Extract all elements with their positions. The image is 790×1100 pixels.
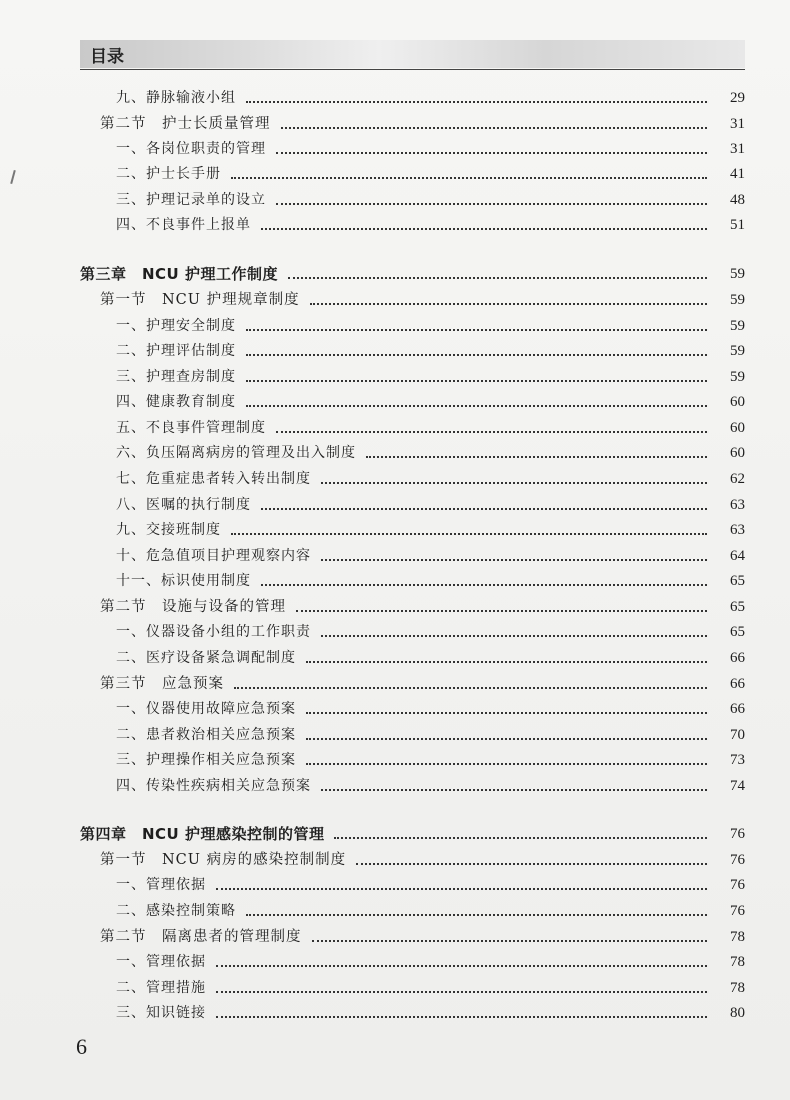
dot-leader xyxy=(334,836,707,839)
toc-entry-page: 78 xyxy=(730,980,745,996)
dot-leader xyxy=(288,276,707,279)
dot-leader xyxy=(276,151,707,154)
toc-entry-title: 九、静脉输液小组 xyxy=(116,90,236,106)
toc-entry-title: 一、护理安全制度 xyxy=(116,318,236,334)
toc-entry-page: 31 xyxy=(730,141,745,157)
toc-entry-title: 第二节 隔离患者的管理制度 xyxy=(100,929,302,945)
toc-entry-title: 八、医嘱的执行制度 xyxy=(116,497,251,513)
dot-leader xyxy=(261,227,707,230)
toc-entry-page: 59 xyxy=(730,369,745,385)
toc-entry-item xyxy=(116,950,745,972)
toc-entry-title: 一、管理依据 xyxy=(116,877,206,893)
toc-entry-item xyxy=(116,873,745,895)
toc-entry-item xyxy=(116,697,745,719)
toc-entry-title: 第二节 护士长质量管理 xyxy=(100,116,271,132)
toc-entry-page: 65 xyxy=(730,573,745,589)
toc-entry-title: 二、感染控制策略 xyxy=(116,903,236,919)
dot-leader xyxy=(321,481,707,484)
toc-entry-title: 第四章 NCU 护理感染控制的管理 xyxy=(80,825,325,843)
toc-entry-page: 65 xyxy=(730,599,745,615)
toc-entry-page: 65 xyxy=(730,624,745,640)
dot-leader xyxy=(366,455,707,458)
toc-entry-title: 三、知识链接 xyxy=(116,1005,206,1021)
dot-leader xyxy=(216,1015,707,1018)
toc-entry-item xyxy=(116,774,745,796)
toc-entry-page: 31 xyxy=(730,116,745,132)
toc-entry-title: 二、医疗设备紧急调配制度 xyxy=(116,650,296,666)
dot-leader xyxy=(312,939,708,942)
toc-entry-section xyxy=(100,288,745,310)
toc-entry-item xyxy=(116,544,745,566)
toc-entry-chapter xyxy=(80,262,745,284)
toc-entry-title: 九、交接班制度 xyxy=(116,522,221,538)
toc-entry-item xyxy=(116,213,745,235)
toc-entry-title: 二、护士长手册 xyxy=(116,166,221,182)
toc-entry-item xyxy=(116,899,745,921)
toc-entry-section xyxy=(100,848,745,870)
toc-entry-page: 62 xyxy=(730,471,745,487)
toc-entry-page: 59 xyxy=(730,292,745,308)
toc-entry-title: 第三节 应急预案 xyxy=(100,676,224,692)
toc-entry-item xyxy=(116,188,745,210)
dot-leader xyxy=(246,328,707,331)
toc-entry-page: 60 xyxy=(730,445,745,461)
toc-entry-page: 70 xyxy=(730,727,745,743)
toc-entry-page: 60 xyxy=(730,394,745,410)
toc-entry-title: 四、不良事件上报单 xyxy=(116,217,251,233)
dot-leader xyxy=(216,964,707,967)
toc-entry-page: 76 xyxy=(730,903,745,919)
toc-entry-item xyxy=(116,314,745,336)
toc-entry-page: 78 xyxy=(730,954,745,970)
dot-leader xyxy=(306,711,707,714)
toc-entry-item xyxy=(116,339,745,361)
toc-entry-item xyxy=(116,365,745,387)
toc-entry-section xyxy=(100,112,745,134)
toc-entry-page: 29 xyxy=(730,90,745,106)
toc-entry-page: 76 xyxy=(730,877,745,893)
toc-entry-page: 66 xyxy=(730,676,745,692)
toc-entry-title: 二、管理措施 xyxy=(116,980,206,996)
dot-leader xyxy=(246,353,707,356)
page-number: 6 xyxy=(76,1034,87,1059)
toc-entry-title: 一、各岗位职责的管理 xyxy=(116,141,266,157)
toc-entry-page: 51 xyxy=(730,217,745,233)
toc-entry-item xyxy=(116,518,745,540)
toc-entry-page: 59 xyxy=(730,318,745,334)
toc-entry-page: 60 xyxy=(730,420,745,436)
toc-entry-page: 76 xyxy=(730,852,745,868)
toc-entry-title: 二、护理评估制度 xyxy=(116,343,236,359)
dot-leader xyxy=(306,762,707,765)
dot-leader xyxy=(310,302,707,305)
toc-entry-item xyxy=(116,976,745,998)
dot-leader xyxy=(234,686,707,689)
toc-entry-page: 66 xyxy=(730,650,745,666)
dot-leader xyxy=(281,126,708,129)
toc-entry-title: 第三章 NCU 护理工作制度 xyxy=(80,265,278,283)
toc-entry-page: 76 xyxy=(730,826,745,842)
dot-leader xyxy=(216,887,707,890)
toc-entry-page: 64 xyxy=(730,548,745,564)
toc-entry-item xyxy=(116,646,745,668)
header-title: 目录 xyxy=(90,47,124,67)
toc-entry-section xyxy=(100,925,745,947)
toc-entry-item xyxy=(116,569,745,591)
toc-entry-title: 四、健康教育制度 xyxy=(116,394,236,410)
dot-leader xyxy=(321,558,707,561)
toc-entry-item xyxy=(116,748,745,770)
toc-entry-item xyxy=(116,86,745,108)
dot-leader xyxy=(261,507,707,510)
dot-leader xyxy=(306,737,707,740)
toc-entry-item xyxy=(116,441,745,463)
dot-leader xyxy=(276,202,707,205)
toc-entry-title: 三、护理记录单的设立 xyxy=(116,192,266,208)
toc-entry-section xyxy=(100,672,745,694)
dot-leader xyxy=(231,532,707,535)
toc-entry-page: 80 xyxy=(730,1005,745,1021)
toc-entry-item xyxy=(116,467,745,489)
dot-leader xyxy=(276,430,707,433)
toc-entry-item xyxy=(116,493,745,515)
toc-entry-item xyxy=(116,137,745,159)
dot-leader xyxy=(216,990,707,993)
toc-entry-title: 二、患者救治相关应急预案 xyxy=(116,727,296,743)
toc-entry-chapter xyxy=(80,822,745,844)
toc-entry-page: 48 xyxy=(730,192,745,208)
toc-entry-page: 78 xyxy=(730,929,745,945)
toc-entry-title: 十一、标识使用制度 xyxy=(116,573,251,589)
toc-entry-page: 73 xyxy=(730,752,745,768)
dot-leader xyxy=(261,583,707,586)
toc-entry-item xyxy=(116,390,745,412)
toc-entry-section xyxy=(100,595,745,617)
dot-leader xyxy=(246,913,707,916)
dot-leader xyxy=(321,634,707,637)
dot-leader xyxy=(356,862,707,865)
dot-leader xyxy=(246,379,707,382)
toc-entry-title: 一、仪器使用故障应急预案 xyxy=(116,701,296,717)
toc-entry-title: 一、仪器设备小组的工作职责 xyxy=(116,624,311,640)
dot-leader xyxy=(296,609,707,612)
toc-entry-page: 74 xyxy=(730,778,745,794)
toc-entry-title: 六、负压隔离病房的管理及出入制度 xyxy=(116,445,356,461)
toc-entry-page: 63 xyxy=(730,522,745,538)
toc-entry-page: 41 xyxy=(730,166,745,182)
dot-leader xyxy=(246,100,707,103)
toc-entry-item xyxy=(116,1001,745,1023)
toc-entry-title: 第一节 NCU 病房的感染控制制度 xyxy=(100,852,347,868)
toc-entry-title: 五、不良事件管理制度 xyxy=(116,420,266,436)
toc-entry-item xyxy=(116,162,745,184)
toc-entry-item xyxy=(116,723,745,745)
toc-entry-item xyxy=(116,416,745,438)
toc-entry-page: 59 xyxy=(730,343,745,359)
toc-entry-page: 59 xyxy=(730,266,745,282)
dot-leader xyxy=(306,660,707,663)
toc-entry-title: 十、危急值项目护理观察内容 xyxy=(116,548,311,564)
toc-entry-title: 第一节 NCU 护理规章制度 xyxy=(100,292,300,308)
toc-entry-title: 一、管理依据 xyxy=(116,954,206,970)
toc-entry-title: 第二节 设施与设备的管理 xyxy=(100,599,286,615)
toc-entry-title: 三、护理操作相关应急预案 xyxy=(116,752,296,768)
toc-entry-page: 63 xyxy=(730,497,745,513)
toc-entry-title: 四、传染性疾病相关应急预案 xyxy=(116,778,311,794)
toc-entry-page: 66 xyxy=(730,701,745,717)
dot-leader xyxy=(246,404,707,407)
dot-leader xyxy=(231,176,707,179)
toc-entry-title: 三、护理查房制度 xyxy=(116,369,236,385)
toc-entry-title: 七、危重症患者转入转出制度 xyxy=(116,471,311,487)
dot-leader xyxy=(321,788,707,791)
toc-entry-item xyxy=(116,620,745,642)
